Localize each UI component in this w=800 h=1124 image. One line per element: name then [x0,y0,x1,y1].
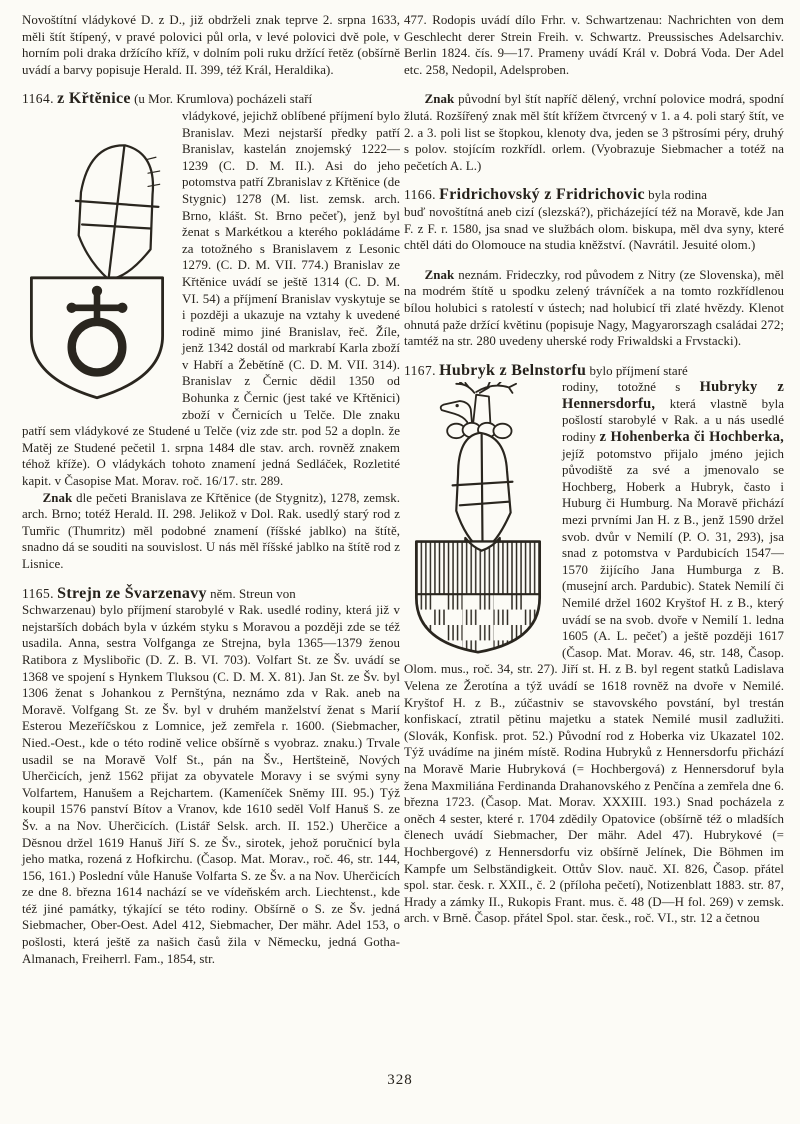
entry-1167-seg2: která vlastně byla pošlostí starobylé v Rak. a u nás usedlé rodiny [562,396,784,445]
great-helm [453,433,513,551]
entry-1166-znak-paragraph [404,267,784,350]
entry-number: 1165. [22,585,54,601]
znak-label: Znak [424,92,455,107]
entry-heading-tail: něm. Streun von [210,586,296,601]
entry-1167-seg3: jejíž potomstvo přijalo jméno jejich původiště za své a jmenovalo se Hochberg, Hoberk a Hubryk, často i Huburg či Humburg. Na Moravě přichází mezi prvními Jan H. z B., jenž 1590 držel svob. dvůr v Nemilí (P. O. 31, 293), jsa snad z potomstva v Pardubicích 1547—1570 žijícího Jana Humburga z B. (musejní arch. Pardubic). Statek Nemilí či Nemilé držel 1602 Kryštof H. z B., který uvádí se na svob. dvoře v Nemilí 1. ledna 1605 (A. L. pečeť) a ještě později 1617 (Časop. Mat. Morav. 46, str. 148, Časop. Olom. mus., roč. 34, str. 27). Jiří st. H. z B. byl regent statků Ladislava Velena ze Žerotína a týž uvádí se 1618 rovněž na dvoře v Nemilé. Kryštof H. z B., zúčastniv se stavovského povstání, byl trestán konfiskací, ztratil pětinu majetku a statek Nemilé musil zadlužiti. (Slovák, Konfisk. prot. 52.) Původní rod z Hoberka viz Ukazatel 102. Týž uvádíme na jiném místě. Rodina Hubryků z Hennersdorfu přichází na Moravě Marie Hubryková (= Hochbergová) z Hennersdoruf byla žena Maxmiliána Ferdinanda Drahanovského z Penčína a zemřela dne 6. března 1723. (Časop. Mat. Morav. XXXIII. 193.) Snad pocházela z oněch 4 sester, které r. 1704 zdědily Opatovice (obšírně též o mladších členech uvádí Siebmacher, Der mähr. Adel 47). Hubrykové (= Hochbergové) z Hennersdorfu viz obšírně Jelínek, Die Böhmen im Kampfe um Selbständigkeit. Ottův Slov. nauč. XI. 826, Časop. přátel spol. star. česk. r. XXII., č. 2 (příloha pečetí), Notizenblatt 1883. str. 87, Hrady a zámky II., Rukopis Frant. mus. č. 48 (D—H fol. 269) v zemsk. arch. v Brně. Časop. přátel Spol. star. česk., roč. VI., str. 12 a četnou [404,446,784,926]
entry-1164-text: vládykové, jejichž oblíbené příjmení bylo Branislav. Mezi nejstarší předky patří Branislav, kastelán znojemský 1222—1239 (C. D. M. II.). Asi do jeho potomstva patří Zbranislav z Křtěnice (de Stygnic) 1278 (M. list. zemsk. arch. Brno, klášt. St. Brno pečeť), jenž byl ženat s Markétkou a kterého pokládáme za totožného s Branislavem z Lesonic 1279. (C. D. M. VII. 774.) Branislav ze Křtěnice uvádí se ještě 1314 (C. D. M. VI. 54) a příjmení Branislav vyskytuje se i později a ukazuje na vztahy k uvedené rodině mimo jiné Branislav, řeč. Žíle, jenž 1342 dostál od markrabí Karla zboží v Habří a Žebětíně (C. D. M. VII. 314). Branislav z Černic dědil 1350 od Bohunka z Černic (jest také ve Křtěnici) zboží v Černicích u Telče. Dle znaku patří sem vládykové ze Studené u Telče (viz zde str. pod 52 a dopln. že Matěj ze Studené pečetil 1. srpna 1484 dle stav. arch. rovněž znakem téhož kříže). O vládykách tohoto znamení jedná Sedláček, Rozletité kapit. v Časopise Mat. Morav. roč. 16/17. str. 289. [22,108,400,489]
entry-heading-tail: byla rodina [648,188,708,203]
entry-number: 1166. [404,187,436,203]
hubryk-coat-of-arms-illustration [404,382,552,654]
entry-1167-body [404,379,784,927]
entry-title: Strejn ze Švarzenavy [57,584,207,602]
znak-label: Znak [424,267,455,282]
stag-crest [441,382,516,429]
entry-1165-znak-paragraph [404,91,784,174]
znak-text: neznám. Frideczky, rod původem z Nitry (ze Slovenska), měl na modrém štítě u spodku zelený trávníček a na tomto rozkřídlenou bílou holubici s ratolestí v ústech; nad holubicí tři zlaté hvězdy. Klenot ohnutá paže držící květinu (popisuje Nagy, Magyarorszagh családai 272; tamtéž na str. 280 uvedeny uherské rody Friwaldski a Frvstacki). [404,267,784,349]
entry-1166-heading [404,187,784,204]
entry-1164-znak-paragraph [22,490,400,573]
shield-striped-and-checky [416,538,539,654]
znak-text: dle pečeti Branislava ze Křtěnice (de Stygnitz), 1278, zemsk. arch. Brno; totéž Herald. II. 298. Jelikož v Dol. Rak. usedlý starý rod z Tumřic (Thumritz) měl podobné znamení (říšské jablko) na štítě, snadno dá se souditi na souvislost. U nás měl říšské jablko na štítě rod z Lisnice. [22,490,400,571]
entry-1167-seg1: rodiny, totožné s [562,380,700,395]
page-number: 328 [387,1072,413,1088]
heater-shield [31,278,162,398]
entry-title: Hubryk z Belnstorfu [439,361,587,379]
entry-title: z Křtěnice [57,90,131,108]
entry-heading-tail: bylo příjmení staré [589,363,688,378]
great-helm-tilted [66,140,166,285]
continuation-paragraph: 477. Rodopis uvádí dílo Frhr. v. Schwartzenau: Nachrichten von dem Geschlecht derer Strein Freih. v. Schwartz. Preussisches Adelsarchiv. Berlin 1824. čís. 9—17. Prameny uvádí Král v. Dobrá Voda. Der Adel etc. 258, Nedopil, Adelsproben. [404,13,784,77]
entry-heading-tail: (u Mor. Krumlova) pocházeli staří [134,92,313,107]
krtenice-coat-of-arms-illustration [22,111,172,409]
entry-1165-body: Schwarzenau) bylo příjmení starobylé v Rak. usedlé rodiny, která již v nejstarších dobách byla v úzkém styku s Moravou a později zde se též usadila. Anna, sestra Volfganga ze Strejna, byla 1365—1379 ženou Ratibora z Myslibořic (D. Z. B. VI. 703). Volfart St. ze Šv. uvádí se 1368 ve spojení s Hynkem Tluksou (C. D. M. X. 81). Jan St. ze Šv. byl 1306 ženat s Johankou z Pernštýna, neznámo zda v Rak. aneb na Moravě. Volfgang St. ze Šv. byl v druhém manželství ženat s Marií Esterou Mezeříčskou z Lomnice, jež zemřela r. 1600. (Siebmacher, Nied.-Oest., kde o této rodině velice obšírně s vyobraz. znaku.) Trvale usadil se na Moravě Volf St., pán na Šv., Hertšteině, Nových Uherčicích, jenž 1562 přijat za obyvatele Moravy i se svými syny Volfartem, Hanušem a Rejchartem. (Kameníček Sněmy III. 95.) Týž koupil 1576 panství Bítov a Vranov, kde 1610 seděl Volf Hanuš S. ze Šv. a na Nov. Uherčicích. (Listář Selsk. arch. II. 152.) Uherčice a Děsnou držel 1619 Hanuš Jiří S. ze Šv., sirotek, jehož poručnicí byla jeho matka, rozená z Hofkirchu. (Časop. Mat. Morav., roč. 46, str. 144, 156, 161.) Poslední vůle Hanuše Volfarta S. ze Šv. a na Nov. Uherčicích ze dne 8. března 1614 nachází se ve vídeňském arch. Liechtenst., kde též jiné památky, týkající se této rodiny. Obšírně o S. ze Šv. jedná Siebmacher, Ober-Oest. Adel 412, Siebmacher, Der mähr. Adel 153, o pošlosti, která ještě za našich časů žila v Německu, jedná Gotha-Almanach, Freiherrl. Fam., 1854, str. [22,603,400,966]
entry-1166 [404,187,784,349]
entry-1164-heading [22,91,400,108]
entry-number: 1167. [404,362,436,378]
entry-1164 [22,91,400,572]
entry-1167-bold1: Hubryky z Hennersdorfu, [562,379,784,412]
znak-label: Znak [42,490,73,505]
entry-number: 1164. [22,91,54,107]
entry-1165 [22,586,400,968]
left-column [22,12,400,967]
entry-1167 [404,363,784,927]
entry-1165-heading [22,586,400,603]
entry-1167-bold2: z Hohenberka či Hochberka, [599,429,784,446]
entry-title: Fridrichovský z Fridrichovic [439,186,645,204]
continuation-paragraph: Novoštítní vládykové D. z D., již obdrželi znak teprve 2. srpna 1633, měli štít štípený, v pravé polovici půl orla, v levé polovici dvě pole, v horním poli draka držícího kříž, v dolním poli ruku držící řetěz (obšírně uvádí a barvy popisuje Herald. II. 399, též Král, Heraldika). [22,13,400,77]
entry-1164-body [22,108,400,490]
right-column [404,12,784,927]
znak-text: původní byl štít napříč dělený, vrchní polovice modrá, spodní žlutá. Rozšířený znak měl štít křížem čtvrcený v 1. a 4. poli starý štít, ve 2. a 3. poli list se štopkou, klenoty dva, jeden se 3 pštrosími péry, druhý s polov. stojícím rozkřídl. orlem. (Vyobrazuje Siebmacher a totéž na pečetích A. L.) [404,92,784,173]
entry-1166-body: buď novoštítná aneb cizí (slezská?), přicházející též na Moravě, kde Jan F. z F. r. 1580, jsa snad ve službách olom. biskupa, měl dva syny, které chtěl dáti do Olomouce na studia kněžství. (Navrátil. Jesuité olom.) [404,204,784,253]
entry-1167-heading [404,363,784,380]
